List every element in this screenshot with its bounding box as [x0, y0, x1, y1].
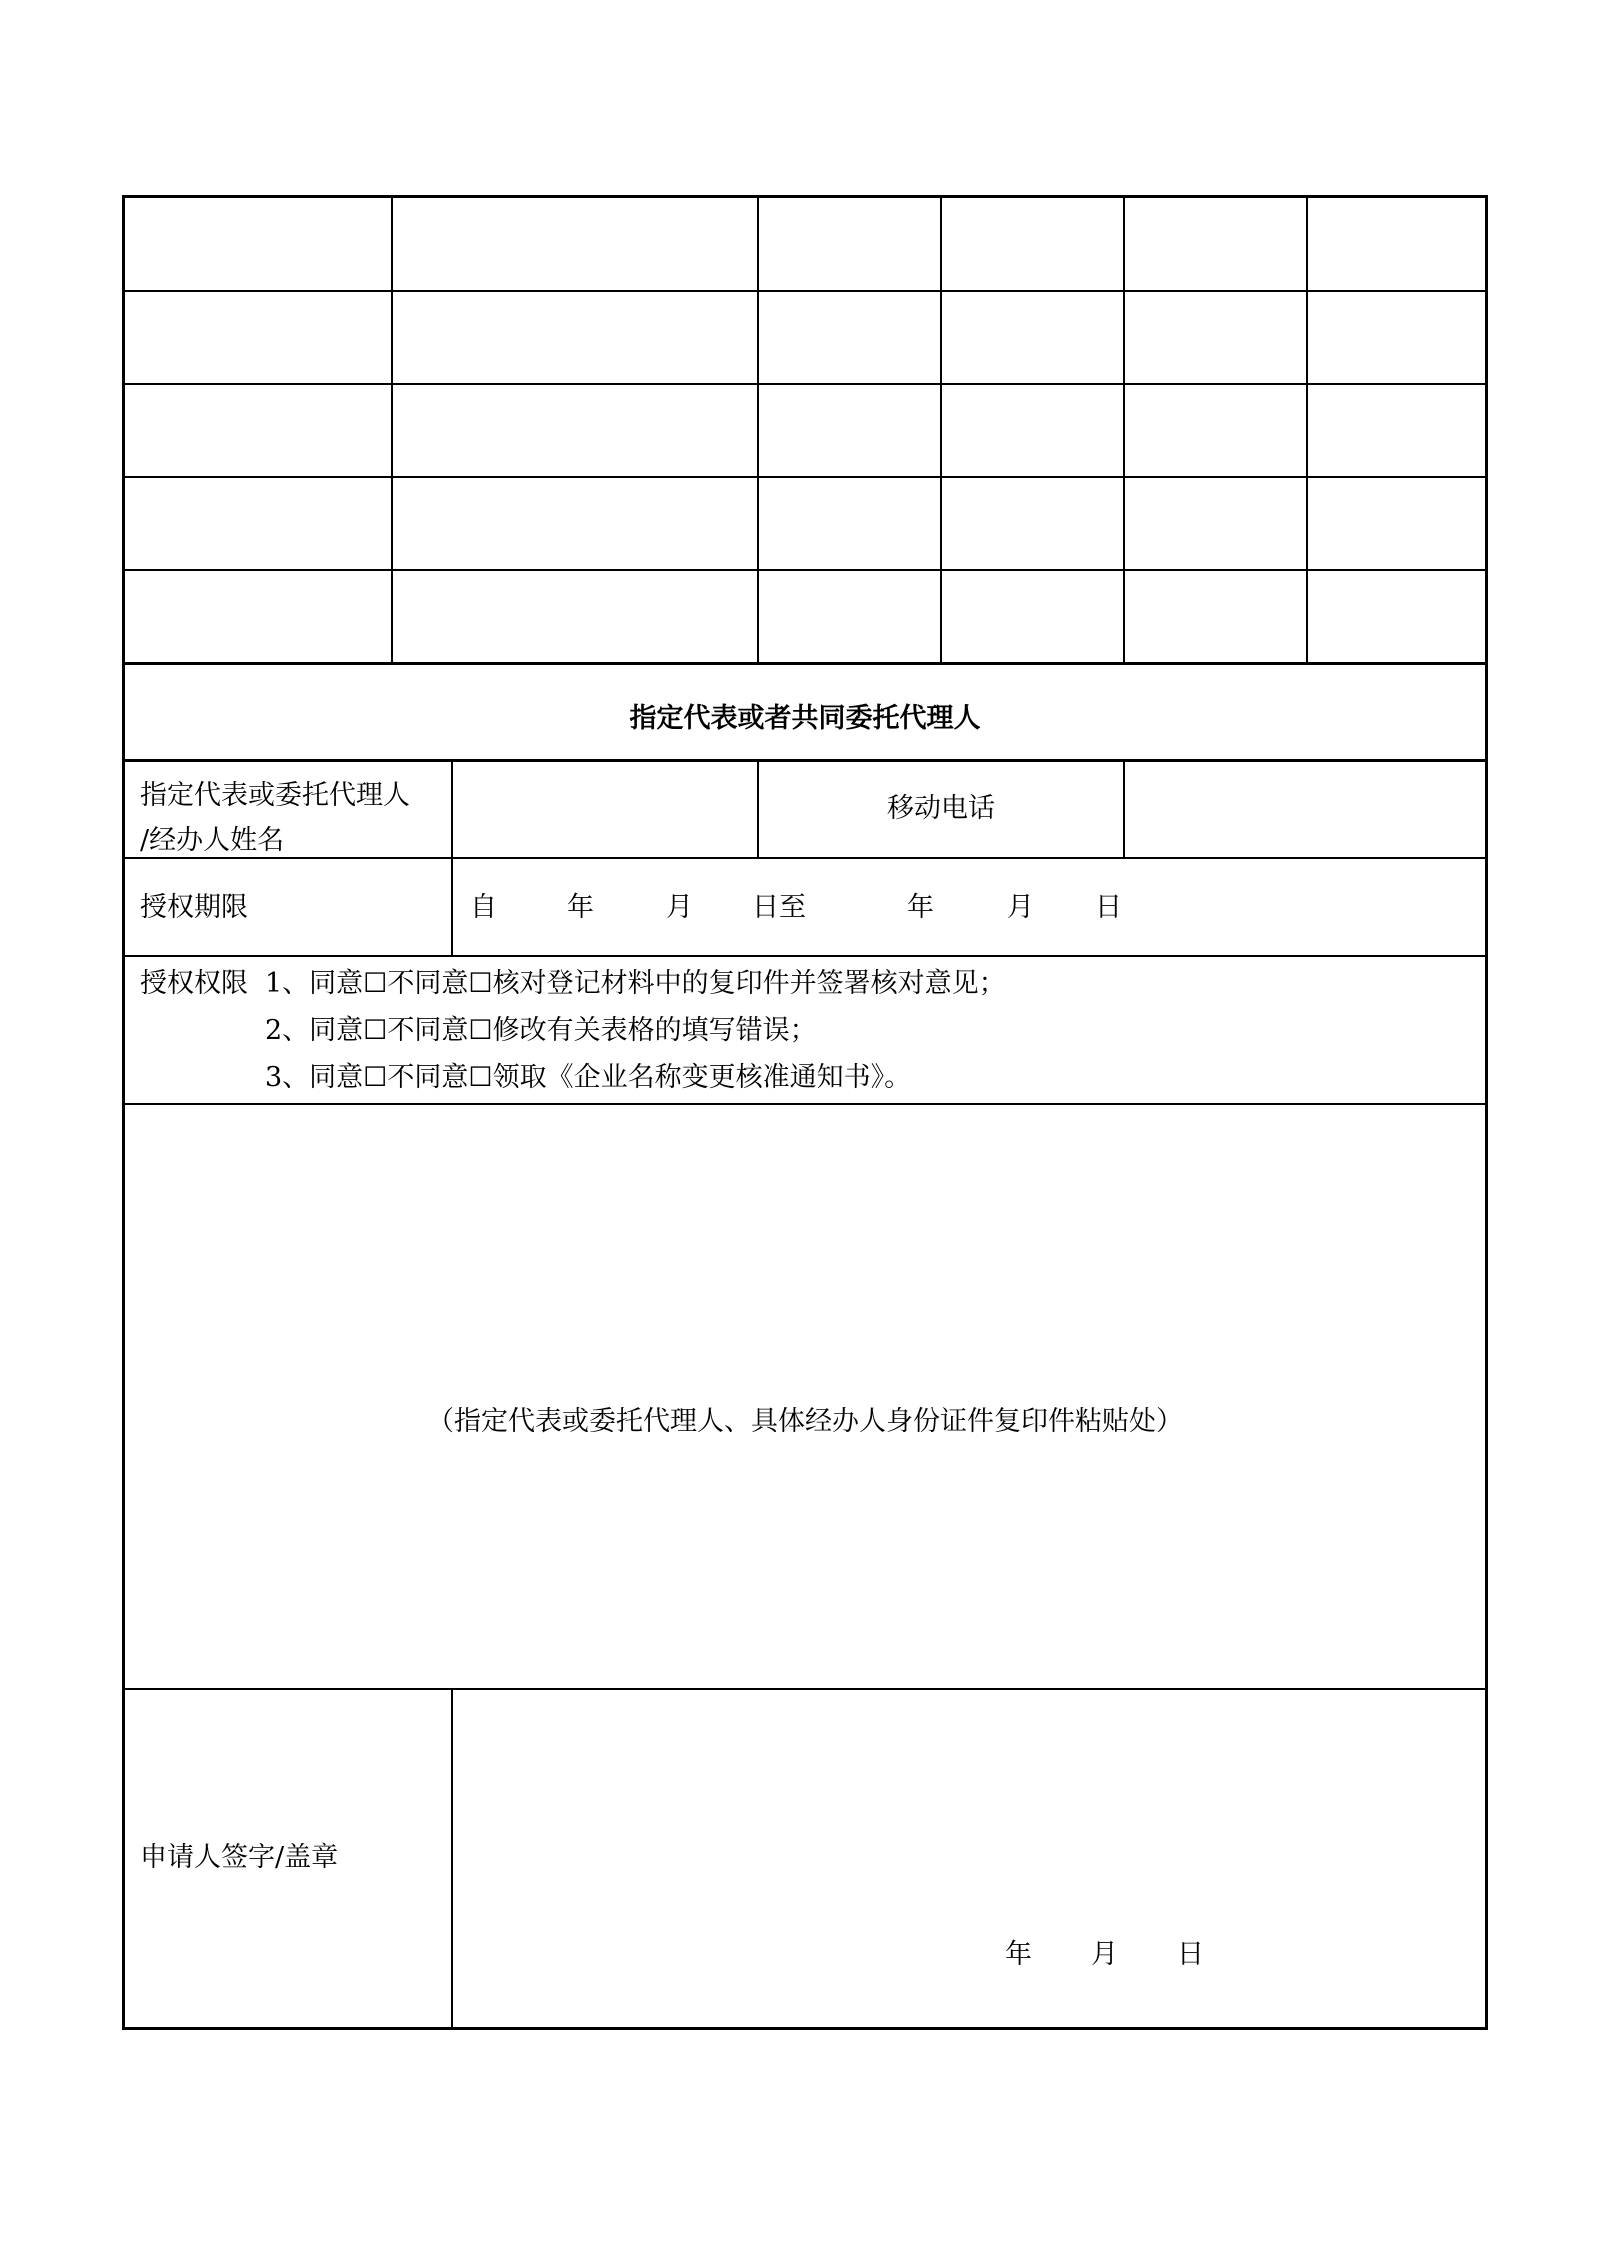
table-cell[interactable]: [942, 478, 1123, 569]
table-cell[interactable]: [125, 292, 391, 383]
table-cell[interactable]: [1125, 478, 1306, 569]
term-month-end: 月: [1007, 892, 1034, 923]
agent-name-label: 指定代表或委托代理人: [140, 780, 410, 811]
section-title: 指定代表或者共同委托代理人: [629, 703, 981, 734]
table-cell[interactable]: [1125, 198, 1306, 290]
table-cell[interactable]: [125, 478, 391, 569]
table-cell[interactable]: [125, 385, 391, 476]
table-cell[interactable]: [1125, 292, 1306, 383]
phone-label: 移动电话: [887, 793, 995, 824]
term-month-start: 月: [666, 892, 693, 923]
row-divider: [125, 1103, 1485, 1105]
signature-day: 日: [1177, 1939, 1204, 1970]
table-cell[interactable]: [942, 292, 1123, 383]
signature-year: 年: [1005, 1939, 1032, 1970]
table-cell[interactable]: [759, 385, 940, 476]
permission-item: 3、同意☐不同意☐领取《企业名称变更核准通知书》。: [265, 1062, 912, 1093]
table-cell[interactable]: [759, 571, 940, 662]
table-cell[interactable]: [1125, 571, 1306, 662]
table-cell[interactable]: [1308, 478, 1485, 569]
table-cell[interactable]: [393, 571, 757, 662]
table-cell[interactable]: [393, 198, 757, 290]
row-divider: [125, 955, 1485, 957]
signature-month: 月: [1091, 1939, 1118, 1970]
permission-item: 2、同意☐不同意☐修改有关表格的填写错误；: [265, 1015, 817, 1046]
table-cell[interactable]: [942, 385, 1123, 476]
permission-label: 授权权限: [140, 968, 248, 999]
table-cell[interactable]: [1308, 571, 1485, 662]
table-cell[interactable]: [759, 292, 940, 383]
table-cell[interactable]: [1308, 385, 1485, 476]
term-year-start: 年: [567, 892, 594, 923]
term-year-end: 年: [907, 892, 934, 923]
table-cell[interactable]: [125, 571, 391, 662]
table-cell[interactable]: [942, 198, 1123, 290]
table-bottom-border: [125, 662, 1485, 665]
id-copy-placeholder: （指定代表或委托代理人、具体经办人身份证件复印件粘贴处）: [427, 1406, 1183, 1437]
agent-name-field[interactable]: [453, 761, 757, 857]
table-cell[interactable]: [1308, 292, 1485, 383]
term-label: 授权期限: [140, 892, 248, 923]
term-day-to: 日至: [752, 892, 806, 923]
term-day-end: 日: [1095, 892, 1122, 923]
table-cell[interactable]: [759, 198, 940, 290]
signature-label: 申请人签字/盖章: [140, 1842, 339, 1873]
table-cell[interactable]: [393, 292, 757, 383]
agent-name-label-sub: /经办人姓名: [140, 825, 285, 856]
term-from: 自: [470, 892, 497, 923]
permission-item: 1、同意☐不同意☐核对登记材料中的复印件并签署核对意见；: [265, 968, 1006, 999]
table-cell[interactable]: [1308, 198, 1485, 290]
table-cell[interactable]: [393, 385, 757, 476]
agent-authorization-form: [122, 195, 1488, 2030]
signature-area[interactable]: [453, 1690, 1485, 2027]
table-cell[interactable]: [759, 478, 940, 569]
table-cell[interactable]: [125, 198, 391, 290]
phone-field[interactable]: [1125, 761, 1485, 857]
table-cell[interactable]: [1125, 385, 1306, 476]
table-cell[interactable]: [942, 571, 1123, 662]
table-cell[interactable]: [393, 478, 757, 569]
row-divider: [125, 857, 1485, 859]
